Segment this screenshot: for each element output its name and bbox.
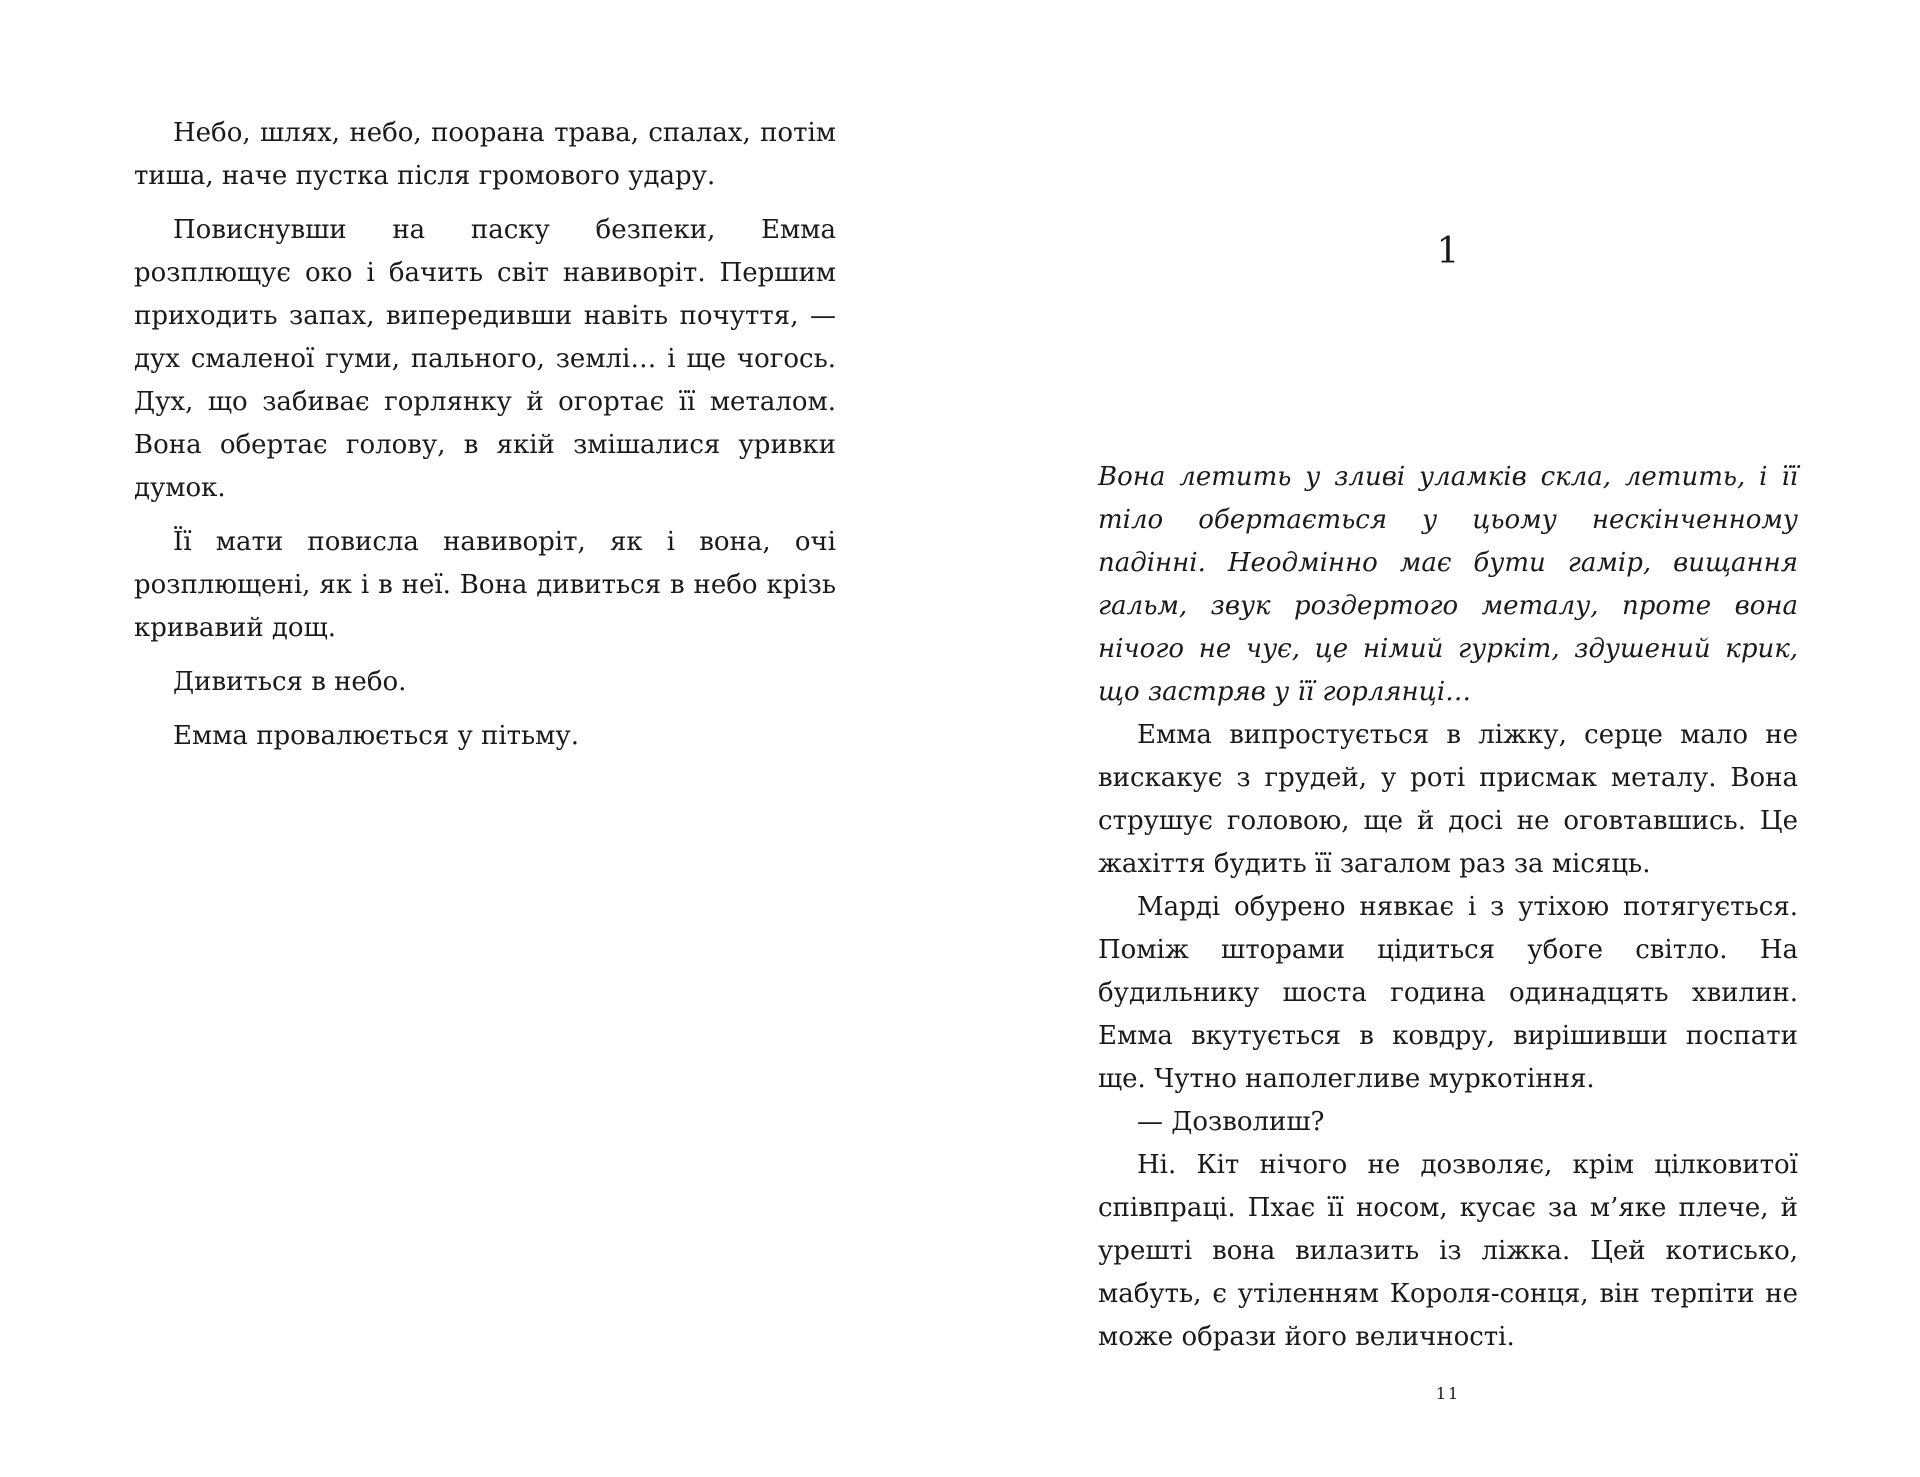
left-page-body: [134, 112, 836, 758]
epigraph-paragraph: Вона летить у зливі уламків скла, летить, і її тіло обертається у цьому нескінченному падінні. Неодмінно має бути гамір, вищання гальм, звук роздертого металу, проте вона нічого не чує, це німий гуркіт, здушений крик, що застряв у її горлянці…: [1098, 462, 1798, 707]
right-page-body: [1098, 456, 1798, 1359]
paragraph: Дивиться в небо.: [173, 667, 407, 697]
paragraph: Її мати повисла навиворіт, як і вона, очі розплющені, як і в неї. Вона дивиться в небо крізь кривавий дощ.: [134, 527, 836, 643]
paragraph: Ні. Кіт нічого не дозволяє, крім цілковитої співпраці. Пхає її носом, кусає за м’яке плече, й урешті вона вилазить із ліжка. Цей котисько, мабуть, є утіленням Короля-сонця, він терпіти не може образи його величності.: [1098, 1150, 1798, 1352]
chapter-number: 1: [1436, 231, 1460, 272]
paragraph: Емма провалюється у пітьму.: [173, 721, 579, 751]
left-page: [134, 0, 836, 1477]
paragraph: Емма випростується в ліжку, серце мало не вискакує з грудей, у роті присмак металу. Вона струшує головою, ще й досі не оговтавшись. Це жахіття будить її загалом раз за місяць.: [1098, 720, 1798, 879]
right-page: [1098, 0, 1798, 1477]
page-number: 11: [1435, 1384, 1461, 1403]
paragraph: — Дозволиш?: [1137, 1107, 1325, 1137]
paragraph: Марді обурено нявкає і з утіхою потягується. Поміж шторами цідиться убоге світло. На будильнику шоста година одинадцять хвилин. Емма вкутується в ковдру, вирішивши поспати ще. Чутно наполегливе муркотіння.: [1098, 892, 1798, 1094]
paragraph: Небо, шлях, небо, поорана трава, спалах, потім тиша, наче пустка після громового удару.: [134, 118, 836, 191]
paragraph: Повиснувши на паску безпеки, Емма розплющує око і бачить світ навиворіт. Першим приходить запах, випередивши навіть почуття, — дух смаленої гуми, пального, землі… і ще чогось. Дух, що забиває горлянку й огортає її металом. Вона обертає голову, в якій змішалися уривки думок.: [134, 215, 836, 503]
